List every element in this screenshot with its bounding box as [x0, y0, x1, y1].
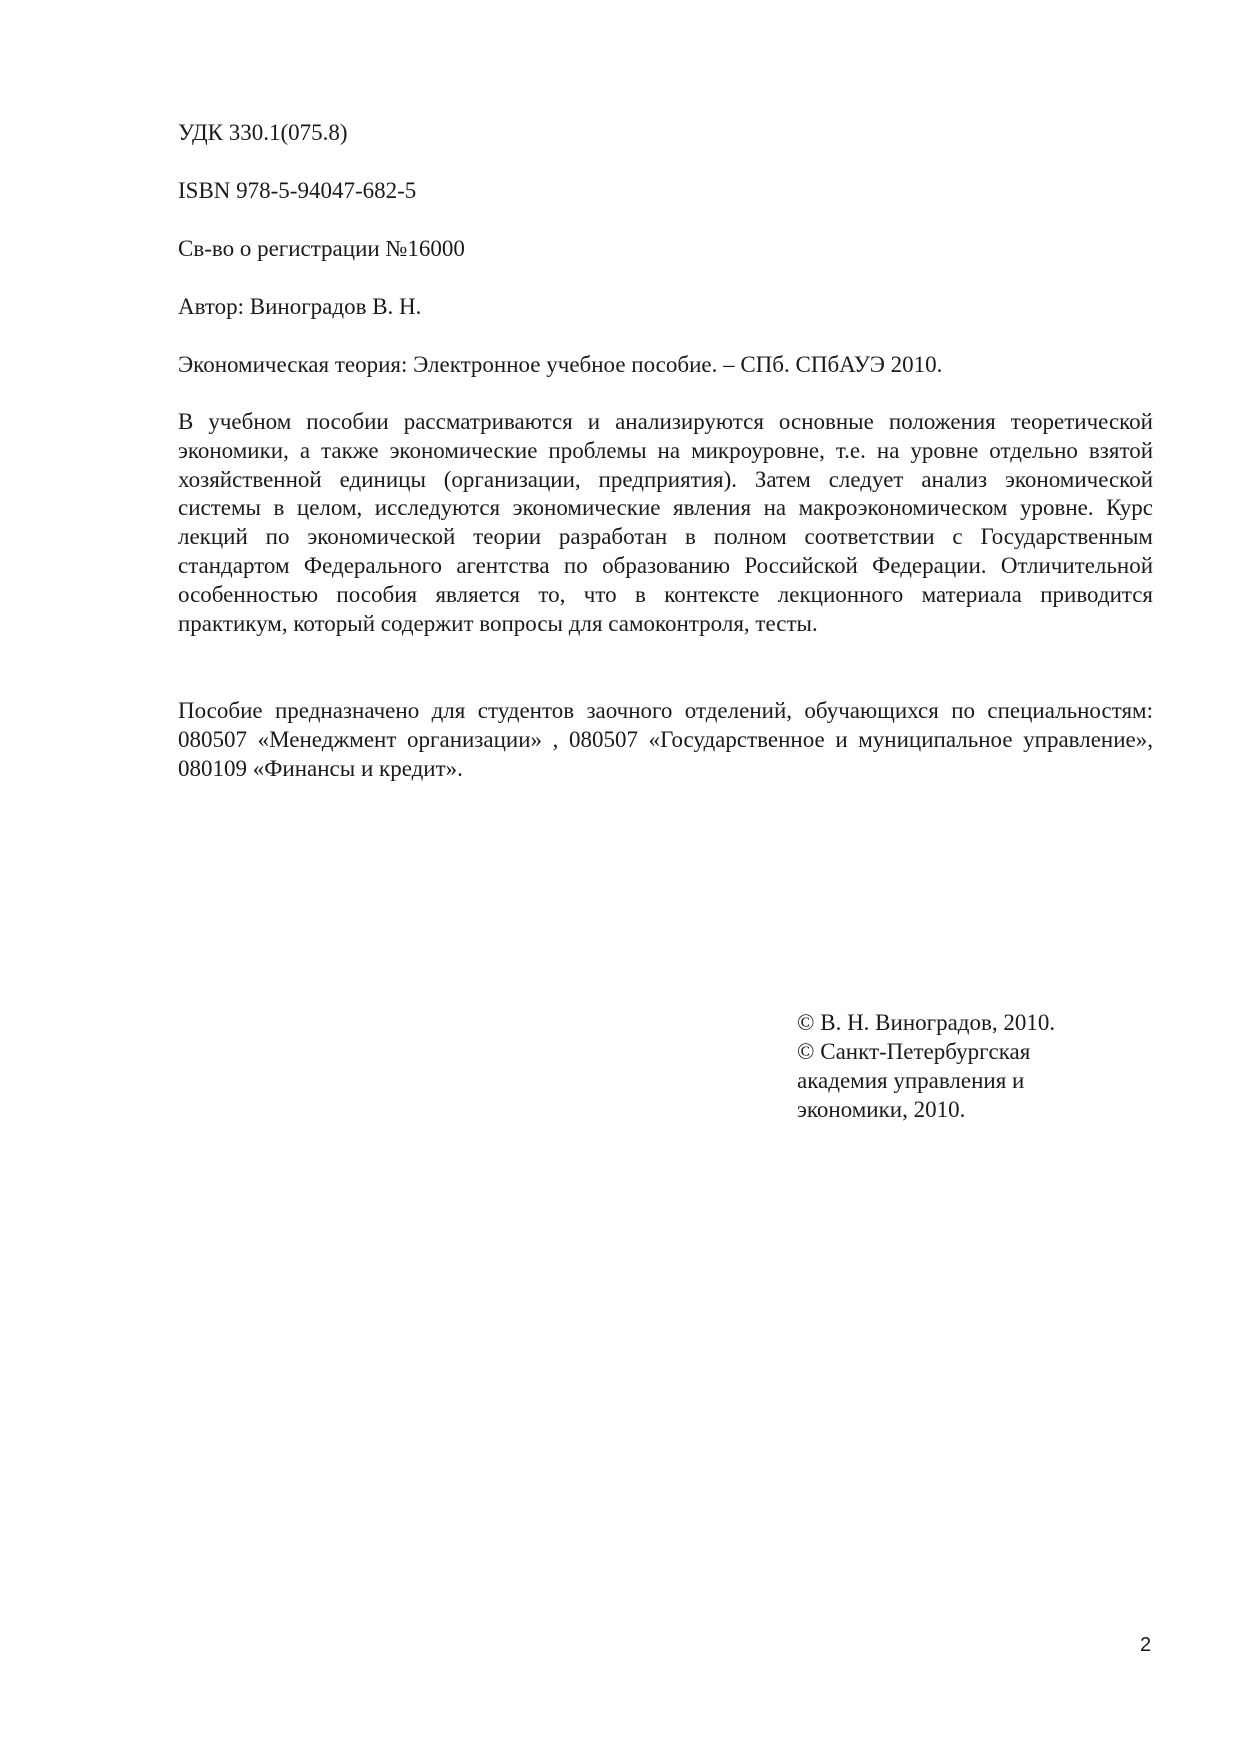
copyright-institution-line2: академия управления и	[797, 1068, 1025, 1093]
udk-code: УДК 330.1(075.8)	[178, 120, 348, 145]
copyright-institution-line3: экономики, 2010.	[797, 1097, 966, 1122]
page-number: 2	[1140, 1634, 1152, 1656]
abstract-paragraph: В учебном пособии рассматриваются и анализируются основные положения теоретической экономики, а также экономические проблемы на микроуровне, т.е. на уровне отдельно взятой хозяйственной единицы (организации, предприятия). Затем следует анализ экономической системы в целом, исследуются экономические явления на макроэкономическом уровне. Курс лекций по экономической теории разработан в полном соответствии с Государственным стандартом Федерального агентства по образованию Российской Федерации. Отличительной особенностью пособия является то, что в контексте лекционного материала приводится практикум, который содержит вопросы для самоконтроля, тесты.	[178, 409, 1153, 636]
copyright-author: © В. Н. Виноградов, 2010.	[797, 1010, 1056, 1035]
author-line: Автор: Виноградов В. Н.	[178, 294, 422, 319]
bibliographic-citation: Экономическая теория: Электронное учебное пособие. – СПб. СПбАУЭ 2010.	[178, 352, 943, 377]
audience-paragraph: Пособие предназначено для студентов заочного отделений, обучающихся по специальностям: 080507 «Менеджмент организации» , 080507 «Государственное и муниципальное управление», 080109 «Финансы и кредит».	[178, 698, 1153, 781]
copyright-institution-line1: © Санкт-Петербургская	[797, 1039, 1031, 1064]
copyright-block	[797, 1008, 1097, 1124]
isbn: ISBN 978-5-94047-682-5	[178, 178, 417, 203]
registration-certificate: Св-во о регистрации №16000	[178, 236, 465, 261]
